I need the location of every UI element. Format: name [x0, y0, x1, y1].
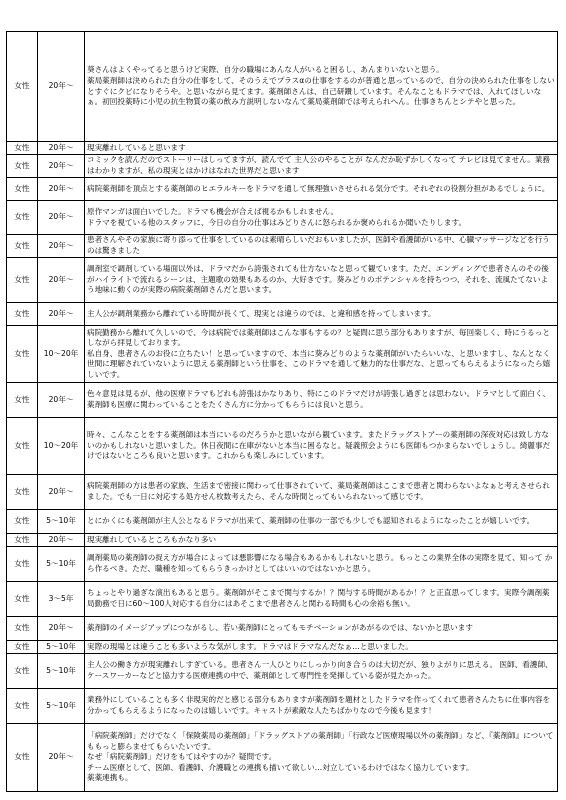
table-row: [7, 510, 558, 534]
gender-cell: 女性: [7, 178, 38, 201]
comment-cell: 「病院薬剤師」だけでなく「保険薬局の薬剤師」「ドラッグストアの薬剤師」「行政など医療現場以外の薬剤師」など、『薬剤師』についてももっと膨らませてもらいたいです。 なぜ「病院薬剤師」だけをもてはやすのか？疑問です。 チーム医療として、医師、看護師、介護職との連携も描いて欲しい…対立しているわけではなく協力しています。 薬薬連携も。: [85, 724, 558, 792]
gender-cell: 女性: [7, 582, 38, 617]
gender-cell: 女性: [7, 258, 38, 303]
table-row: [7, 201, 558, 235]
experience-cell: 5～10年: [38, 547, 85, 582]
table-row: [7, 582, 558, 617]
gender-cell: 女性: [7, 475, 38, 510]
table-row: [7, 617, 558, 641]
gender-cell: 女性: [7, 201, 38, 235]
comment-cell: 業務外にしていることも多く非現実的だと感じる部分もありますが薬剤師を題材としたドラマを作ってくれて患者さんたちに仕事内容を分かってもらえるようになったのは嬉しいです。キャストが素敵な人たちばかりなので今後も見ます！: [85, 689, 558, 724]
comment-cell: 病院薬剤師の方は患者の家族、生活まで密接に関わって仕事されていて、薬局薬剤師はここまで患者と関わらないよなぁと考えさせられました。でも一日に対応する処方せん枚数考えたら、そんな時間とってもいられないって感じです。: [85, 475, 558, 510]
comment-cell: 患者さんやその家族に寄り添って仕事をしているのは素晴らしいだおもいましたが、医師や看護師がいる中、心臓マッサージなどを行うのは驚きました: [85, 235, 558, 258]
experience-cell: 20年～: [38, 724, 85, 792]
experience-cell: 20年～: [38, 32, 85, 142]
table-row: [7, 383, 558, 418]
gender-cell: 女性: [7, 547, 38, 582]
gender-cell: 女性: [7, 418, 38, 475]
gender-cell: 女性: [7, 142, 38, 155]
table-row: [7, 178, 558, 201]
table-row: [7, 475, 558, 510]
experience-cell: 20年～: [38, 142, 85, 155]
gender-cell: 女性: [7, 510, 38, 534]
comment-cell: 調剤室で調剤している場面以外は、ドラマだから誇張されても仕方ないなと思って観ています。ただ、エンディングで患者さんのその後がハイライトで流れるシーンは、主題歌の効果もあるのか、大好きです。葵みどりのポテンシャルを持ちつつ、それを、流風たてないよう地味に動くのが実際の病院薬剤師さんだと思います。: [85, 258, 558, 303]
comment-cell: 病院勤務から離れて久しいので、今は病院では薬剤師はこんな事もするの？と疑問に思う部分もありますが、毎回楽しく、時にうるっとしながら拝見しております。 私自身、患者さんのお役に立ちたい！と思っていますので、本当に葵みどりのような薬剤師がいたらいいな、と思いますし、なんとなく世間に理解されていないように思える薬剤師という仕事を、このドラマを通して魅力的な仕事だな、と思ってもらえるようになったら嬉しいです。: [85, 326, 558, 383]
experience-cell: 10～20年: [38, 326, 85, 383]
table-row: [7, 155, 558, 178]
comment-cell: 色々意見は見るが、他の医療ドラマもどれも誇張はかなりあり、特にこのドラマだけが誇張し過ぎとは思わない。ドラマとして面白く、薬剤師も医療に関わっていることをたくさん方に分かってもらうには良いと思う。: [85, 383, 558, 418]
table-row: [7, 303, 558, 326]
experience-cell: 20年～: [38, 383, 85, 418]
gender-cell: 女性: [7, 641, 38, 654]
experience-cell: 3～5年: [38, 582, 85, 617]
gender-cell: 女性: [7, 654, 38, 689]
gender-cell: 女性: [7, 235, 38, 258]
comment-cell: ちょっとやり過ぎな演出もあると思う。薬剤師がそこまで関与するか！？関与する時間があるか！？と正直思ってします。実際今調剤薬局勤務で日に60～100人対応する自分にはあそこまで患者さんと関わる時間も心の余裕も無い。: [85, 582, 558, 617]
comment-cell: コミックを読んだのでストーリーはしってますが、読んでて 主人公のやることが なんだか恥ずかしくなって テレビは見てません。業務はわかりますが、私の現実とはかけはなれた世界だと思います: [85, 155, 558, 178]
table-row: [7, 418, 558, 475]
comment-cell: 主人公の働き方が現実離れしすぎている。患者さん一人ひとりにしっかり向き合うのは大切だが、独りよがりに思える。 医師、看護師、ケースワーカーなどと協力する医療連携の中で、薬剤師として専門性を発揮している姿が見たかった。: [85, 654, 558, 689]
experience-cell: 20年～: [38, 155, 85, 178]
table-row: [7, 547, 558, 582]
experience-cell: 20年～: [38, 178, 85, 201]
experience-cell: 20年～: [38, 235, 85, 258]
experience-cell: 5～10年: [38, 510, 85, 534]
table-row: [7, 534, 558, 547]
experience-cell: 20年～: [38, 303, 85, 326]
gender-cell: 女性: [7, 326, 38, 383]
comment-cell: 実際の現場とは違うことも多いような気がします。ドラマはドラマなんだなぁ…と思いました。: [85, 641, 558, 654]
table-row: [7, 258, 558, 303]
comment-cell: 主人公が調剤業務から離れている時間が長くて、現実とは違うのでは、と違和感を持ってしまいます。: [85, 303, 558, 326]
experience-cell: 20年～: [38, 534, 85, 547]
experience-cell: 20年～: [38, 201, 85, 235]
gender-cell: 女性: [7, 383, 38, 418]
comment-cell: 原作マンガは面白いでした。ドラマも機会が合えば視るかもしれません。 ドラマを視ている他のスタッフに、今日の自分の仕事はみどりさんに怒られるか褒められるか聞いたりします。: [85, 201, 558, 235]
gender-cell: 女性: [7, 724, 38, 792]
experience-cell: 20年～: [38, 258, 85, 303]
experience-cell: 20年～: [38, 475, 85, 510]
comment-cell: 現実離れしていると思います: [85, 142, 558, 155]
survey-comments-page: [6, 31, 558, 792]
gender-cell: 女性: [7, 32, 38, 142]
comment-cell: とにかくにも薬剤師が主人公となるドラマが出来て、薬剤師の仕事の一部でも少しでも認知されるようになったことが嬉しいです。: [85, 510, 558, 534]
gender-cell: 女性: [7, 303, 38, 326]
comment-cell: 薬剤師のイメージアップにつながるし、若い薬剤師にとってもモチベーションがあがるのでは、ないかと思います: [85, 617, 558, 641]
table-row: [7, 326, 558, 383]
gender-cell: 女性: [7, 155, 38, 178]
gender-cell: 女性: [7, 689, 38, 724]
comment-cell: 現実離れしているところもかなり多い: [85, 534, 558, 547]
table-row: [7, 654, 558, 689]
comment-cell: 病院薬剤師を頂点とする薬剤師のヒエラルキーをドラマを通して無理強いさせられる気分です。それぞれの役割分担があるでしょうに。: [85, 178, 558, 201]
table-row: [7, 235, 558, 258]
table-row: [7, 142, 558, 155]
table-row: [7, 724, 558, 792]
experience-cell: 5～10年: [38, 654, 85, 689]
experience-cell: 20年～: [38, 617, 85, 641]
comment-cell: 時々、こんなことをする薬剤師は本当にいるのだろうかと思いながら観ています。またドラッグストアーの薬剤師の深夜対応は致し方ないのかもしれないと思いました。休日夜間に在庫がないと本当に困るなと。疑義照会ようにも医師もつかまらないでしょうし。綺麗事だけではないところも良いと思います。これからも楽しみにしています。: [85, 418, 558, 475]
survey-comments-table: [6, 31, 558, 792]
gender-cell: 女性: [7, 617, 38, 641]
experience-cell: 5～10年: [38, 641, 85, 654]
gender-cell: 女性: [7, 534, 38, 547]
table-row: [7, 689, 558, 724]
table-row: [7, 32, 558, 142]
experience-cell: 5～10年: [38, 689, 85, 724]
comment-cell: 調剤薬局の薬剤師の捉え方が場合によっては悪影響になる場合もあるかもしれないと思う。もっとこの業界全体の実際を見て、知って から作るべき。ただ、職種を知ってもらうきっかけとしてはいいのではないかと思う。: [85, 547, 558, 582]
experience-cell: 10～20年: [38, 418, 85, 475]
table-row: [7, 641, 558, 654]
comment-cell: 葵さんはよくやってると思うけど実際、自分の職場にあんな人がいると困るし、あんまりいないと思う。 薬局薬剤師は決められた自分の仕事をして、そのうえでプラスαの仕事をするのが普通と思っているので、自分の決められた仕事をしないとすぐにクビになりそうや。と思いながら見てます。薬剤師さんは、自己研鑽しています。そんなこともドラマでは、入れてほしいなぁ。初回投薬時に小児の抗生物質の薬の飲み方説明しないなんて薬局薬剤師では考えられへん。仕事きちんとシテやと思った。: [85, 32, 558, 142]
